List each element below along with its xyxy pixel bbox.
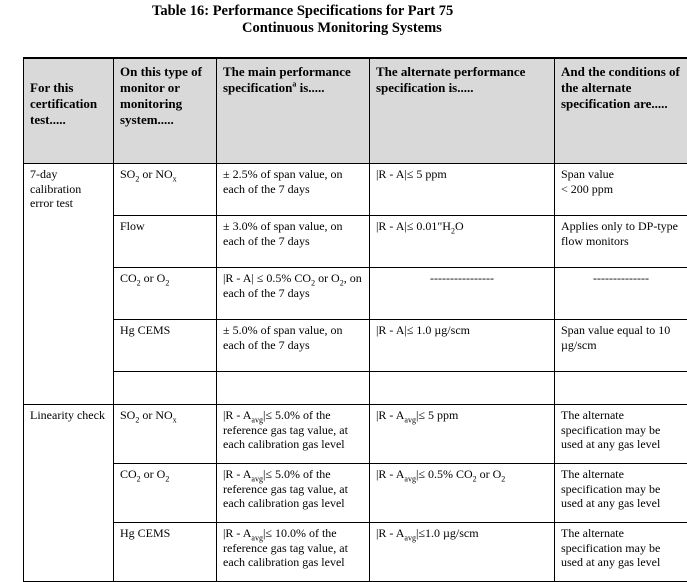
footnote-a: a <box>292 80 296 89</box>
table-row <box>24 405 687 464</box>
alt-text: |R - A <box>376 408 404 422</box>
header-type: On this type of monitor or monitoring system..... <box>114 58 217 164</box>
main-text: |R - A <box>223 526 251 540</box>
alt-spec-cell: ---------------- <box>370 268 555 320</box>
header-test: For this certification test..... <box>24 58 114 164</box>
alt-spec-cell <box>370 216 555 268</box>
type-text: or NO <box>139 408 172 422</box>
main-text: |≤ 5.0% of the reference gas tag value, at each calibration gas level <box>223 408 348 451</box>
table-row <box>24 268 687 320</box>
header-main-text: The main performance specification <box>223 64 351 95</box>
alt-sub: avg <box>404 415 416 424</box>
alt-sub: 2 <box>473 474 477 483</box>
main-spec-cell <box>217 405 370 464</box>
table-row <box>24 320 687 372</box>
alt-spec-cell: |R - A|≤ 1.0 µg/scm <box>370 320 555 372</box>
type-cell <box>114 405 217 464</box>
main-text: |R - A| ≤ 0.5% CO <box>223 271 311 285</box>
condition-cell: The alternate specification may be used at any gas level <box>555 464 687 523</box>
type-text: or O <box>141 467 166 481</box>
table-row <box>24 464 687 523</box>
main-spec-cell: ± 5.0% of span value, on each of the 7 days <box>217 320 370 372</box>
type-cell: Hg CEMS <box>114 320 217 372</box>
condition-cell: Span value equal to 10 µg/scm <box>555 320 687 372</box>
type-sub: 2 <box>137 278 141 287</box>
type-cell <box>114 464 217 523</box>
header-alt: The alternate performance specification is..... <box>370 58 555 164</box>
alt-text: |R - A|≤ 0.01"H <box>376 219 451 233</box>
main-text: , on each of the 7 days <box>223 271 362 300</box>
alt-sub: avg <box>404 533 416 542</box>
main-text: or O <box>315 271 340 285</box>
type-cell <box>114 164 217 216</box>
alt-text: |R - A <box>376 467 404 481</box>
condition-cell: The alternate specification may be used at any gas level <box>555 523 687 582</box>
header-cond: And the conditions of the alternate specification are..... <box>555 58 687 164</box>
table-row <box>24 523 687 582</box>
test-cal: 7-day calibration error test <box>24 164 114 405</box>
condition-cell: The alternate specification may be used at any gas level <box>555 405 687 464</box>
alt-text: |R - A <box>376 526 404 540</box>
spacer-cell <box>370 372 555 405</box>
spacer-cell <box>555 372 687 405</box>
alt-text: O <box>455 219 464 233</box>
header-row <box>24 58 687 164</box>
condition-cell: Span value < 200 ppm <box>555 164 687 216</box>
main-sub: avg <box>251 415 263 424</box>
alt-sub: 2 <box>501 474 505 483</box>
main-sub: avg <box>251 474 263 483</box>
condition-cell: Applies only to DP-type flow monitors <box>555 216 687 268</box>
spacer-row <box>24 372 687 405</box>
type-text: CO <box>120 271 137 285</box>
main-text: |R - A <box>223 408 251 422</box>
main-spec-cell <box>217 523 370 582</box>
type-text: CO <box>120 467 137 481</box>
alt-text: |≤ 0.5% CO <box>416 467 473 481</box>
alt-text: |≤ 5 ppm <box>416 408 458 422</box>
alt-sub: avg <box>404 474 416 483</box>
type-sub: 2 <box>135 174 139 183</box>
type-sub: 2 <box>135 415 139 424</box>
type-cell: Flow <box>114 216 217 268</box>
main-text: |R - A <box>223 467 251 481</box>
type-text: SO <box>120 167 135 181</box>
main-sub: avg <box>251 533 263 542</box>
alt-spec-cell <box>370 464 555 523</box>
performance-spec-table <box>23 57 687 582</box>
title-line-1: Table 16: Performance Specifications for Part 75 <box>152 2 453 20</box>
type-cell: Hg CEMS <box>114 523 217 582</box>
alt-sub: 2 <box>451 226 455 235</box>
alt-spec-cell: |R - A|≤ 5 ppm <box>370 164 555 216</box>
main-spec-cell <box>217 464 370 523</box>
type-text: SO <box>120 408 135 422</box>
type-cell <box>114 268 217 320</box>
main-spec-cell: ± 3.0% of span value, on each of the 7 days <box>217 216 370 268</box>
alt-text: |≤1.0 µg/scm <box>416 526 479 540</box>
alt-text: or O <box>477 467 502 481</box>
alt-spec-cell <box>370 405 555 464</box>
type-text: or NO <box>139 167 172 181</box>
spacer-cell <box>114 372 217 405</box>
main-text: |≤ 5.0% of the reference gas tag value, at each calibration gas level <box>223 467 348 510</box>
type-sub: x <box>173 174 177 183</box>
main-sub: 2 <box>340 278 344 287</box>
spacer-cell <box>217 372 370 405</box>
main-spec-cell <box>217 268 370 320</box>
header-main-text-end: is..... <box>296 80 324 95</box>
type-sub: 2 <box>165 474 169 483</box>
table-row <box>24 164 687 216</box>
title-line-2: Continuous Monitoring Systems <box>242 19 442 37</box>
test-linearity: Linearity check <box>24 405 114 582</box>
table-row <box>24 216 687 268</box>
type-sub: 2 <box>137 474 141 483</box>
main-text: |≤ 10.0% of the reference gas tag value, at each calibration gas level <box>223 526 348 569</box>
condition-cell: -------------- <box>555 268 687 320</box>
header-main <box>217 58 370 164</box>
type-text: or O <box>141 271 166 285</box>
main-spec-cell: ± 2.5% of span value, on each of the 7 days <box>217 164 370 216</box>
main-sub: 2 <box>311 278 315 287</box>
type-sub: x <box>173 415 177 424</box>
alt-spec-cell <box>370 523 555 582</box>
type-sub: 2 <box>165 278 169 287</box>
